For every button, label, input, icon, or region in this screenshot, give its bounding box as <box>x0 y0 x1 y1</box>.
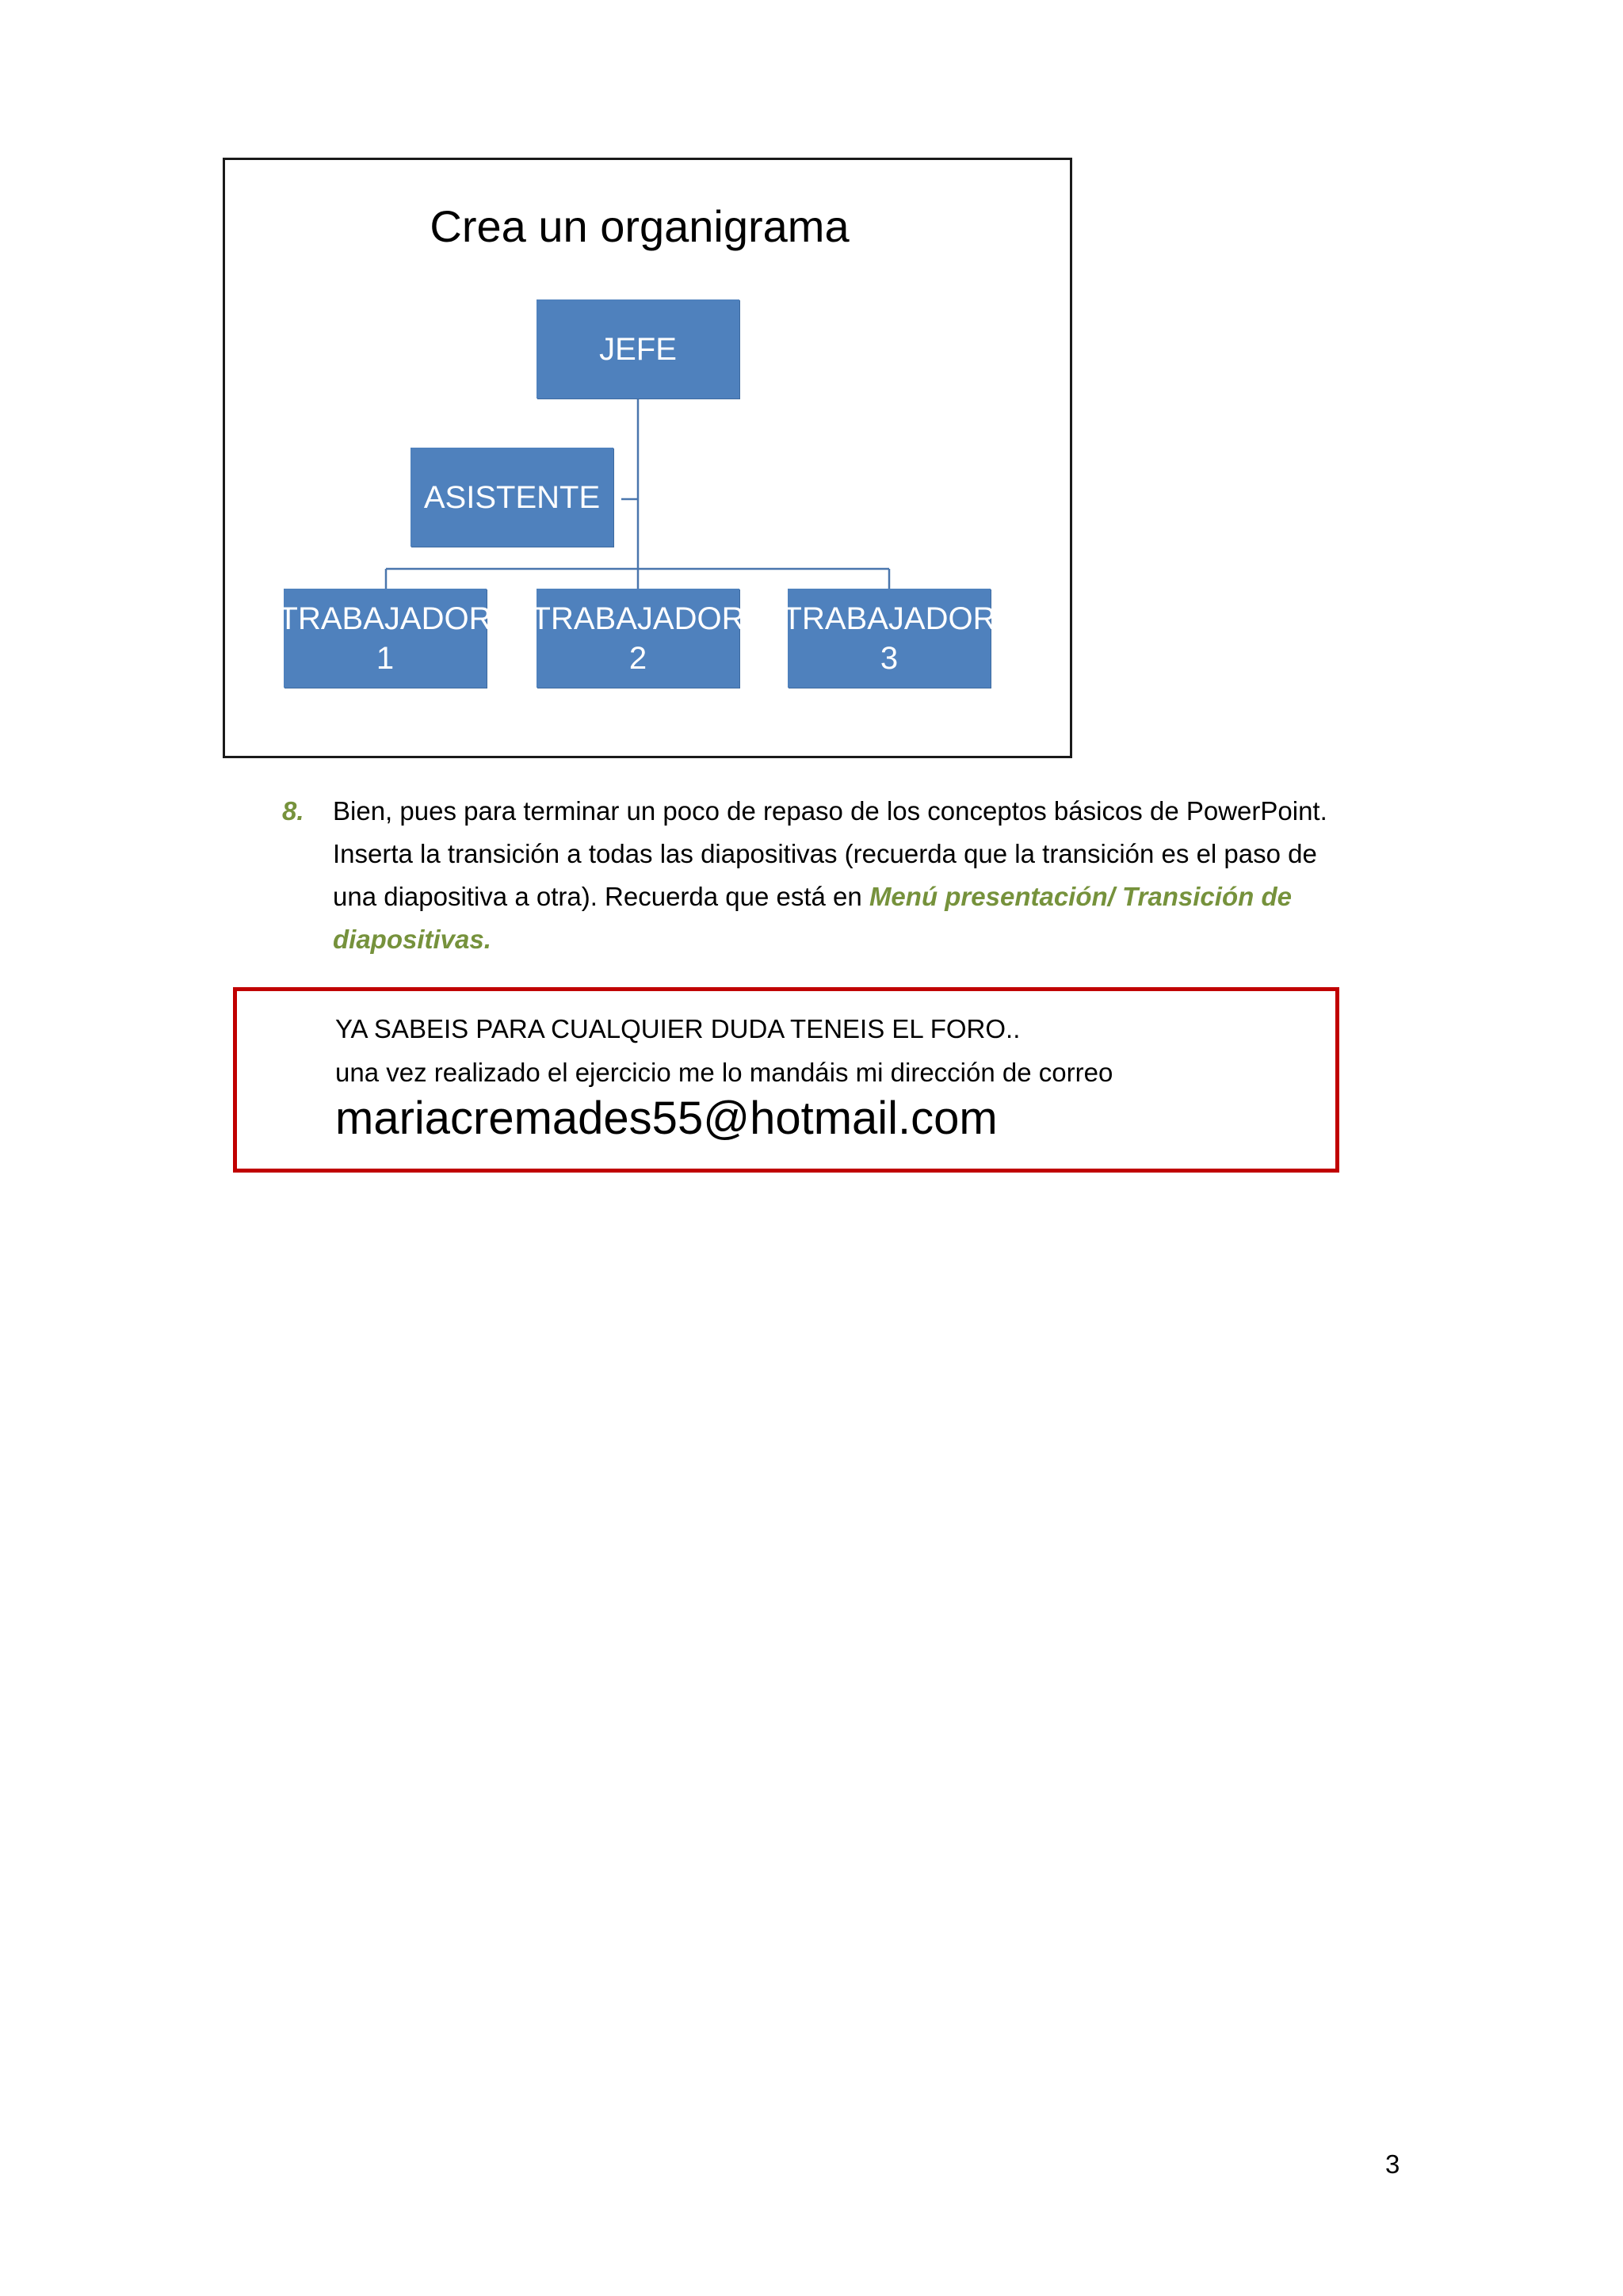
org-box-worker-3-line2: 3 <box>880 640 899 676</box>
org-box-assistant <box>411 448 613 547</box>
org-box-worker-3 <box>782 589 996 688</box>
contact-email: mariacremades55@hotmail.com <box>335 1093 998 1144</box>
slide-title: Crea un organigrama <box>430 201 850 251</box>
org-box-worker-2 <box>531 589 745 688</box>
page-number: 3 <box>1385 2149 1400 2179</box>
item-text-line-3 <box>333 875 1395 918</box>
contact-note-box <box>233 987 1339 1173</box>
org-box-worker-3-line1: TRABAJADOR <box>782 601 996 636</box>
org-box-boss-label: JEFE <box>599 331 677 367</box>
menu-path-emphasis: Menú presentación/ Transición de <box>869 882 1292 911</box>
item-text-line-4: diapositivas. <box>333 925 491 954</box>
org-box-worker-1-line2: 1 <box>376 640 395 676</box>
slide-thumbnail <box>223 158 1072 758</box>
item-text-line-1: Bien, pues para terminar un poco de repaso de los conceptos básicos de PowerPoint. <box>333 796 1327 826</box>
org-box-worker-1 <box>278 589 492 688</box>
org-box-worker-2-line1: TRABAJADOR <box>531 601 745 636</box>
note-instructions-line: una vez realizado el ejercicio me lo mandáis mi dirección de correo <box>335 1058 1113 1087</box>
org-box-assistant-label: ASISTENTE <box>423 479 601 515</box>
org-box-worker-1-line1: TRABAJADOR <box>278 601 492 636</box>
list-item-number: 8. <box>282 796 304 826</box>
item-text-line-3-plain: una diapositiva a otra). Recuerda que está en <box>333 882 869 911</box>
org-box-worker-2-line2: 2 <box>628 640 647 676</box>
note-forum-line: YA SABEIS PARA CUALQUIER DUDA TENEIS EL FORO.. <box>335 1014 1021 1043</box>
list-item-text <box>333 790 1395 961</box>
item-text-line-2: Inserta la transición a todas las diapositivas (recuerda que la transición es el paso de <box>333 839 1317 868</box>
org-box-boss <box>537 299 739 399</box>
